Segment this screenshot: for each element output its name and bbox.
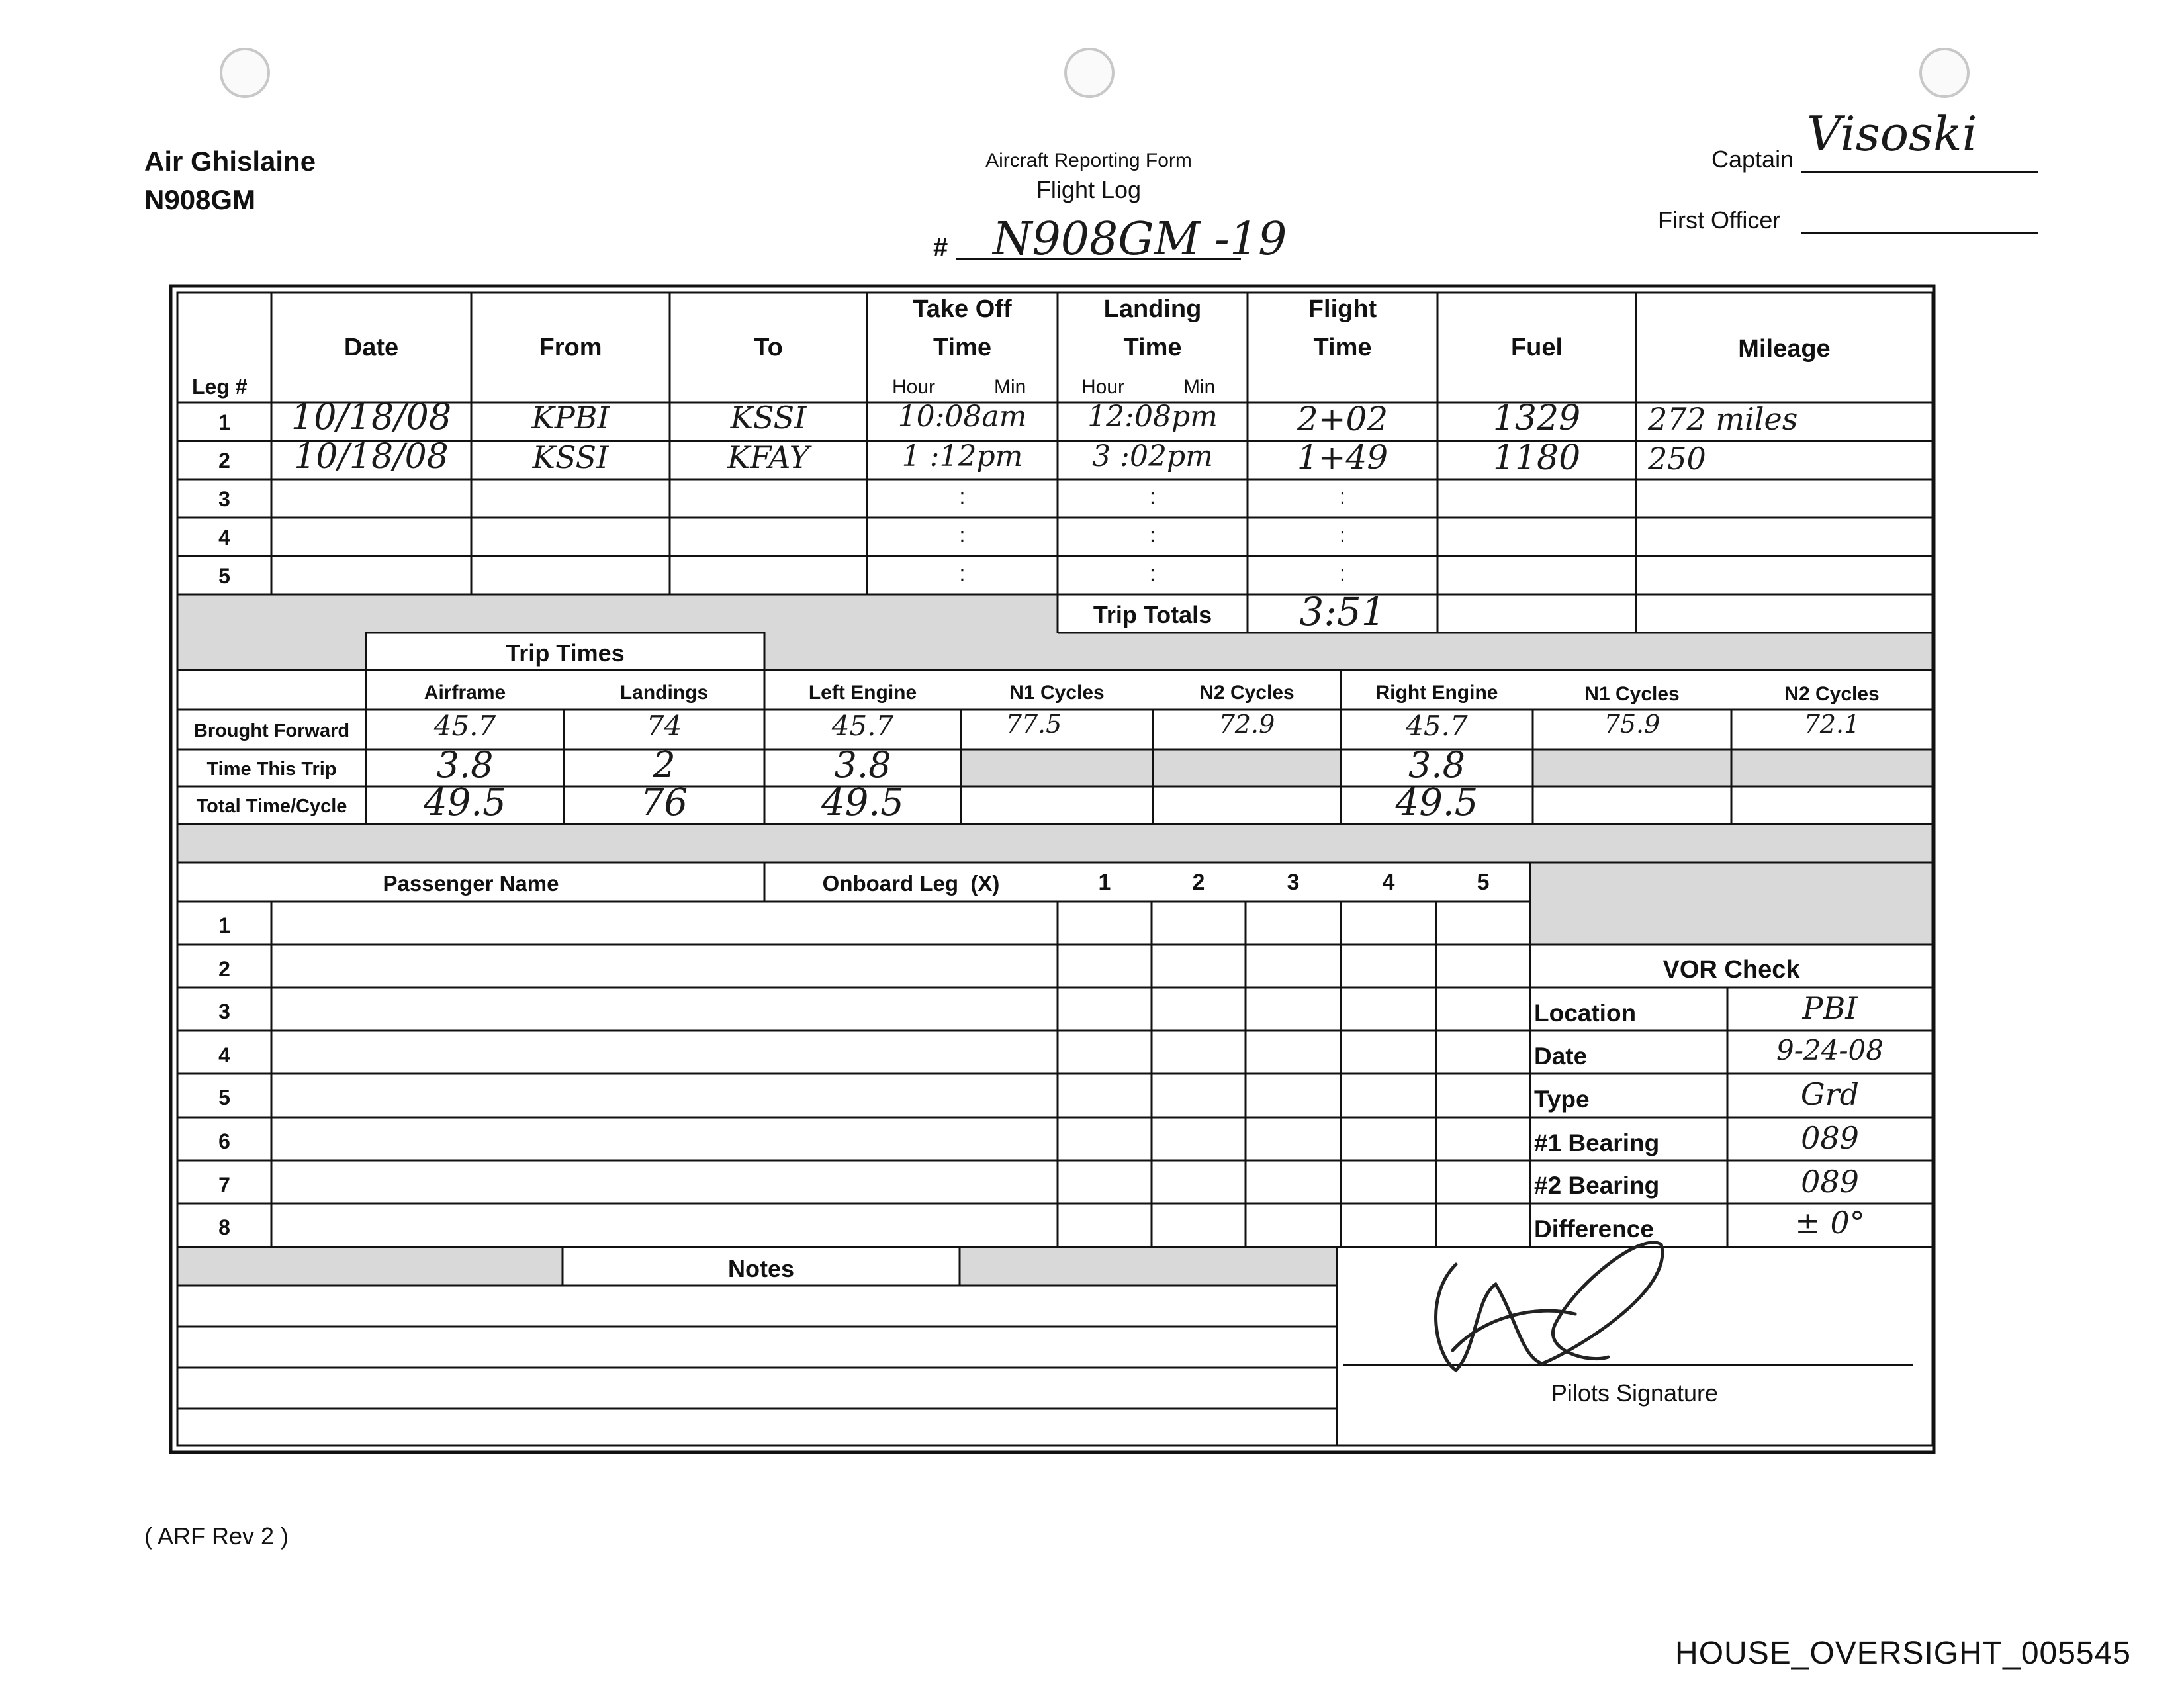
- col-header-flight-2: Time: [1313, 334, 1372, 361]
- company-name: Air Ghislaine: [144, 146, 316, 177]
- leg-landing-time: 12:08pm: [1087, 400, 1218, 434]
- leg-number: 1: [218, 410, 230, 434]
- passenger-name-header: Passenger Name: [383, 871, 559, 896]
- vor-value: 089: [1801, 1120, 1859, 1156]
- leg-to: KFAY: [727, 440, 809, 475]
- onboard-leg-col-5: 5: [1477, 870, 1490, 895]
- col-header-fuel: Fuel: [1510, 334, 1563, 361]
- passenger-row-number: 6: [218, 1129, 230, 1153]
- leg-number: 5: [218, 564, 230, 588]
- tail-number: N908GM: [144, 184, 256, 215]
- trip-value: 45.7: [433, 710, 496, 742]
- trip-value: 45.7: [1406, 710, 1468, 742]
- trip-col-airframe: Airframe: [424, 682, 506, 704]
- leg-takeoff-time: 1 :12pm: [901, 440, 1023, 473]
- vor-value: PBI: [1802, 990, 1858, 1026]
- leg-flight-time: 2+02: [1297, 400, 1388, 438]
- col-header-date: Date: [343, 334, 399, 361]
- takeoff-hour-label: Hour: [892, 376, 936, 398]
- trip-value: 3.8: [834, 744, 891, 786]
- landing-hour-label: Hour: [1081, 376, 1125, 398]
- vor-value: 089: [1801, 1164, 1859, 1199]
- passenger-row-number: 2: [218, 957, 230, 981]
- trip-col-right-engine: Right Engine: [1375, 682, 1498, 704]
- trip-value: 75.9: [1604, 710, 1661, 739]
- leg-takeoff-time: :: [959, 523, 966, 547]
- trip-value: 49.5: [821, 781, 904, 824]
- passenger-row-number: 8: [218, 1215, 230, 1239]
- leg-landing-time: :: [1150, 523, 1156, 547]
- pilot-signature: [1436, 1243, 1662, 1370]
- leg-flight-time: :: [1340, 561, 1345, 585]
- trip-value: 77.5: [1005, 710, 1062, 739]
- vor-value: Grd: [1800, 1076, 1860, 1112]
- trip-value: 74: [646, 710, 682, 742]
- passenger-row-number: 1: [218, 914, 230, 937]
- vor-check-title: VOR Check: [1662, 956, 1800, 984]
- vor-label: Location: [1534, 1000, 1637, 1027]
- pilots-signature-label: Pilots Signature: [1551, 1380, 1719, 1407]
- form-revision: ( ARF Rev 2 ): [144, 1523, 289, 1550]
- col-header-landing-2: Time: [1123, 334, 1182, 361]
- passenger-row-number: 3: [218, 1000, 230, 1023]
- leg-date: 10/18/08: [294, 437, 449, 477]
- col-header-landing-1: Landing: [1103, 295, 1202, 323]
- vor-value: 9-24-08: [1776, 1034, 1884, 1066]
- vor-label: #1 Bearing: [1534, 1129, 1660, 1156]
- vor-label: Date: [1534, 1043, 1588, 1070]
- col-header-mileage: Mileage: [1738, 335, 1831, 363]
- leg-flight-time: :: [1340, 523, 1345, 547]
- trip-value: 3.8: [1408, 744, 1465, 786]
- trip-totals-value: 3:51: [1299, 589, 1386, 634]
- onboard-leg-col-4: 4: [1382, 870, 1395, 895]
- leg-landing-time: :: [1150, 561, 1156, 585]
- leg-flight-time: :: [1340, 485, 1345, 508]
- vor-label: Difference: [1534, 1215, 1654, 1243]
- trip-value: 72.1: [1803, 710, 1860, 739]
- col-header-leg: Leg #: [192, 375, 248, 399]
- vor-label: #2 Bearing: [1534, 1172, 1660, 1199]
- leg-from: KPBI: [531, 400, 610, 436]
- leg-fuel: 1180: [1492, 438, 1581, 478]
- vor-label: Type: [1534, 1086, 1590, 1113]
- landing-min-label: Min: [1183, 376, 1216, 398]
- col-header-takeoff-1: Take Off: [913, 295, 1012, 323]
- trip-value: 45.7: [831, 710, 894, 742]
- leg-to: KSSI: [730, 400, 807, 436]
- leg-number: 2: [218, 449, 230, 473]
- trip-col-right-n2: N2 Cycles: [1784, 683, 1880, 705]
- takeoff-min-label: Min: [994, 376, 1026, 398]
- trip-value: 72.9: [1218, 710, 1275, 739]
- leg-flight-time: 1+49: [1297, 438, 1388, 477]
- leg-date: 10/18/08: [291, 396, 452, 438]
- trip-value: 49.5: [1395, 781, 1479, 824]
- notes-title: Notes: [727, 1255, 795, 1282]
- trip-col-left-n1: N1 Cycles: [1009, 682, 1105, 704]
- trip-row-label: Total Time/Cycle: [196, 796, 347, 817]
- form-subtitle: Flight Log: [1036, 176, 1142, 203]
- passenger-row-number: 4: [218, 1043, 230, 1067]
- trip-col-right-n1: N1 Cycles: [1584, 683, 1680, 705]
- leg-takeoff-time: 10:08am: [897, 400, 1027, 434]
- trip-col-left-n2: N2 Cycles: [1199, 682, 1295, 704]
- leg-mileage: 250: [1648, 441, 1706, 477]
- trip-row-label: Time This Trip: [206, 759, 337, 780]
- leg-mileage: 272 miles: [1648, 401, 1798, 437]
- passenger-row-number: 7: [218, 1173, 230, 1197]
- trip-totals-label: Trip Totals: [1093, 601, 1212, 628]
- trip-times-title: Trip Times: [506, 639, 625, 667]
- onboard-leg-header: Onboard Leg (X): [822, 871, 1000, 896]
- log-number-value: N908GM -19: [993, 213, 1287, 265]
- leg-landing-time: :: [1150, 485, 1156, 508]
- trip-value: 2: [653, 744, 676, 786]
- trip-value: 76: [640, 781, 688, 824]
- col-header-takeoff-2: Time: [933, 334, 991, 361]
- leg-fuel: 1329: [1492, 399, 1581, 438]
- vor-value: ± 0°: [1795, 1205, 1865, 1241]
- onboard-leg-col-1: 1: [1098, 870, 1111, 895]
- leg-from: KSSI: [532, 440, 609, 475]
- col-header-from: From: [539, 334, 602, 361]
- captain-label: Captain: [1711, 146, 1794, 173]
- leg-landing-time: 3 :02pm: [1092, 440, 1213, 473]
- log-number-prefix: #: [933, 233, 948, 262]
- form-title: Aircraft Reporting Form: [985, 150, 1192, 171]
- trip-col-landings: Landings: [619, 682, 709, 704]
- leg-takeoff-time: :: [959, 485, 966, 508]
- passenger-row-number: 5: [218, 1086, 230, 1109]
- trip-col-left-engine: Left Engine: [808, 682, 917, 704]
- leg-number: 4: [218, 526, 230, 549]
- leg-number: 3: [218, 487, 230, 511]
- col-header-flight-1: Flight: [1308, 295, 1377, 323]
- leg-takeoff-time: :: [959, 561, 966, 585]
- trip-value: 3.8: [436, 744, 494, 786]
- bates-stamp: HOUSE_OVERSIGHT_005545: [1675, 1636, 2131, 1671]
- onboard-leg-col-3: 3: [1287, 870, 1300, 895]
- onboard-leg-col-2: 2: [1192, 870, 1205, 895]
- captain-value: Visoski: [1807, 106, 1978, 162]
- trip-value: 49.5: [424, 781, 506, 824]
- col-header-to: To: [754, 334, 783, 361]
- first-officer-label: First Officer: [1658, 207, 1781, 234]
- trip-row-label: Brought Forward: [193, 720, 350, 741]
